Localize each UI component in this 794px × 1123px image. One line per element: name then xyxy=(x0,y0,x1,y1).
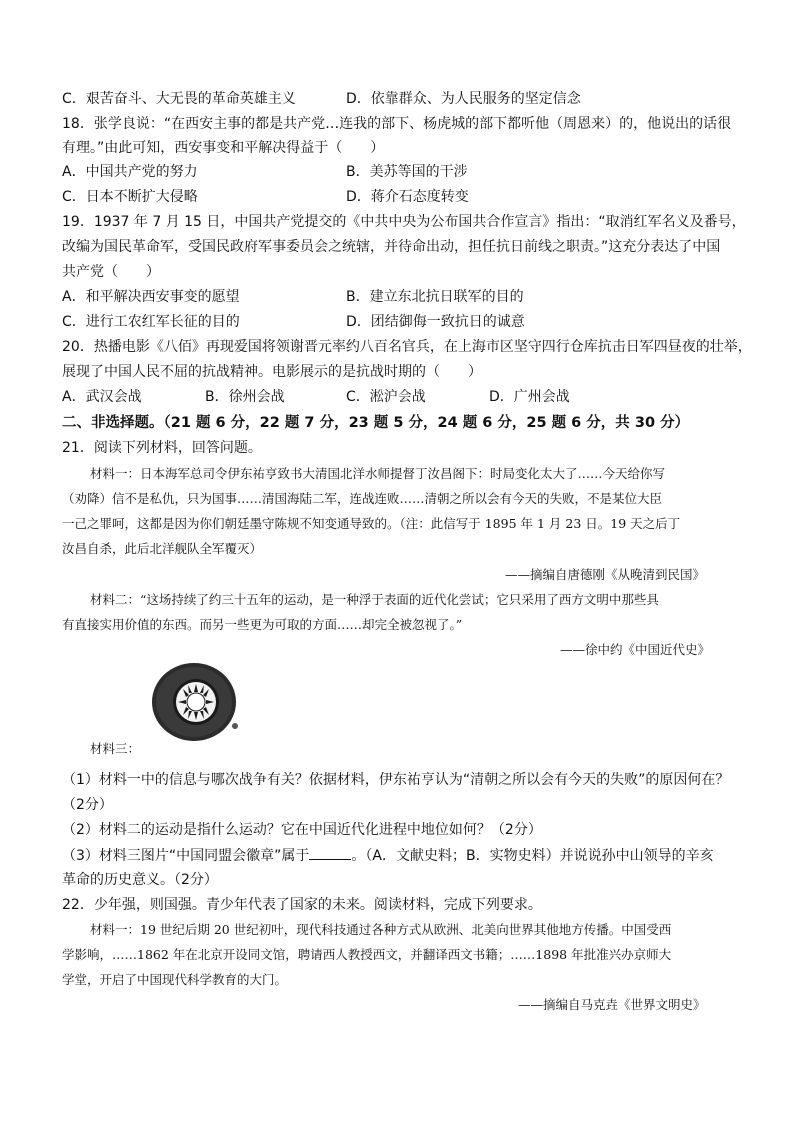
q20-option-a: A．武汉会战 xyxy=(62,389,142,405)
q19-option-a: A．和平解决西安事变的愿望 xyxy=(62,289,240,305)
q20-stem-line1: 20．热播电影《八佰》再现爱国将领谢晋元率约八百名官兵，在上海市区坚守四行仓库抗击日军四昼夜的壮举， xyxy=(62,339,752,355)
q18-stem-line2: 有理。”由此可知，西安事变和平解决得益于（ ） xyxy=(62,140,385,156)
q22-intro: 22．少年强，则国强。青少年代表了国家的未来。阅读材料，完成下列要求。 xyxy=(62,897,542,913)
q22-material1-line2: 学影响，……1862 年在北京开设同文馆，聘请西人教授西文，并翻译西文书籍；……1898 年批准兴办京师大 xyxy=(62,947,672,962)
q21-sub3-line1 xyxy=(62,845,714,866)
q22-material1-line1: 材料一：19 世纪后期 20 世纪初叶，现代科技通过各种方式从欧洲、北美向世界其他地方传播。中国受西 xyxy=(90,922,672,937)
q21-sub2: （2）材料二的运动是指什么运动？它在中国近代化进程中地位如何？（2分） xyxy=(62,822,542,838)
q21-material3-label: 材料三： xyxy=(90,741,141,756)
q21-sub3-suffix: 。（A．文献史料；B．实物史料）并说说孙中山领导的辛亥 xyxy=(351,848,714,864)
q18-option-d: D．蒋介石态度转变 xyxy=(346,189,469,205)
q21-sub3-prefix: （3）材料三图片“中国同盟会徽章”属于 xyxy=(62,848,310,864)
q21-material2-line2: 有直接实用价值的东西。而另一些更为可取的方面……却完全被忽视了。” xyxy=(62,617,463,632)
q19-stem-line1: 19．1937 年 7 月 15 日，中国共产党提交的《中共中央为公布国共合作宣言》指出：“取消红军名义及番号， xyxy=(62,214,746,230)
q21-material1-source: ——摘编自唐德刚《从晚清到民国》 xyxy=(505,567,706,582)
q22-material1-source: ——摘编自马克垚《世界文明史》 xyxy=(518,997,706,1012)
section2-heading: 二、非选择题。（21 题 6 分，22 题 7 分，23 题 5 分，24 题 6 分，25 题 6 分，共 30 分） xyxy=(62,415,690,431)
q18-stem-line1: 18．张学良说：“在西安主事的都是共产党…连我的部下、杨虎城的部下都听他（周恩来）的，他说出的话很 xyxy=(62,116,732,132)
answer-blank[interactable] xyxy=(309,845,351,860)
q17-option-c: C．艰苦奋斗、大无畏的革命英雄主义 xyxy=(62,91,296,107)
q21-material1-line4: 汝昌自杀，此后北洋舰队全军覆灭） xyxy=(62,541,263,556)
q21-intro: 21．阅读下列材料，回答问题。 xyxy=(62,440,262,456)
tongmenghui-badge-image xyxy=(150,662,238,742)
q19-option-c: C．进行工农红军长征的目的 xyxy=(62,314,240,330)
q19-stem-line3: 共产党（ ） xyxy=(62,264,160,280)
q20-stem-line2: 展现了中国人民不屈的抗战精神。电影展示的是抗战时期的（ ） xyxy=(62,364,482,380)
q18-option-c: C．日本不断扩大侵略 xyxy=(62,189,198,205)
q22-material1-line3: 学堂，开启了中国现代科学教育的大门。 xyxy=(62,972,288,987)
q21-material2-source: ——徐中约《中国近代史》 xyxy=(560,642,711,657)
q20-option-c: C．淞沪会战 xyxy=(346,389,426,405)
q19-option-d: D．团结御侮一致抗日的诚意 xyxy=(346,314,525,330)
q17-option-d: D．依靠群众、为人民服务的坚定信念 xyxy=(346,91,581,107)
q21-sub1-line1: （1）材料一中的信息与哪次战争有关？依据材料，伊东祐亨认为“清朝之所以会有今天的失败”的原因何在？ xyxy=(62,772,730,788)
badge-emblem-icon xyxy=(150,662,238,742)
q21-material1-line3: 一己之罪呵，这都是因为你们朝廷墨守陈规不知变通导致的。（注：此信写于 1895 年 1 月 23 日。19 天之后丁 xyxy=(62,516,681,531)
q19-stem-line2: 改编为国民革命军，受国民政府军事委员会之统辖，并待命出动，担任抗日前线之职责。”这充分表达了中国 xyxy=(62,239,721,255)
q21-sub3-line2: 革命的历史意义。（2分） xyxy=(62,872,218,888)
q21-material1-line2: （劝降）信不是私仇，只为国事……清国海陆二军，连战连败……清朝之所以会有今天的失败，不是某位大臣 xyxy=(62,491,663,506)
q19-option-b: B．建立东北抗日联军的目的 xyxy=(346,289,524,305)
q18-option-a: A．中国共产党的努力 xyxy=(62,164,198,180)
q18-option-b: B．美苏等国的干涉 xyxy=(346,164,468,180)
q20-option-d: D．广州会战 xyxy=(489,389,570,405)
q21-sub1-line2: （2分） xyxy=(62,797,113,813)
q20-option-b: B．徐州会战 xyxy=(205,389,285,405)
q21-material1-line1: 材料一：日本海军总司令伊东祐亨致书大清国北洋水师提督丁汝昌阁下：时局变化太大了……今天给你写 xyxy=(90,466,666,481)
q21-material2-line1: 材料二：“这场持续了约三十五年的运动，是一种浮于表面的近代化尝试；它只采用了西方文明中那些具 xyxy=(90,592,659,607)
